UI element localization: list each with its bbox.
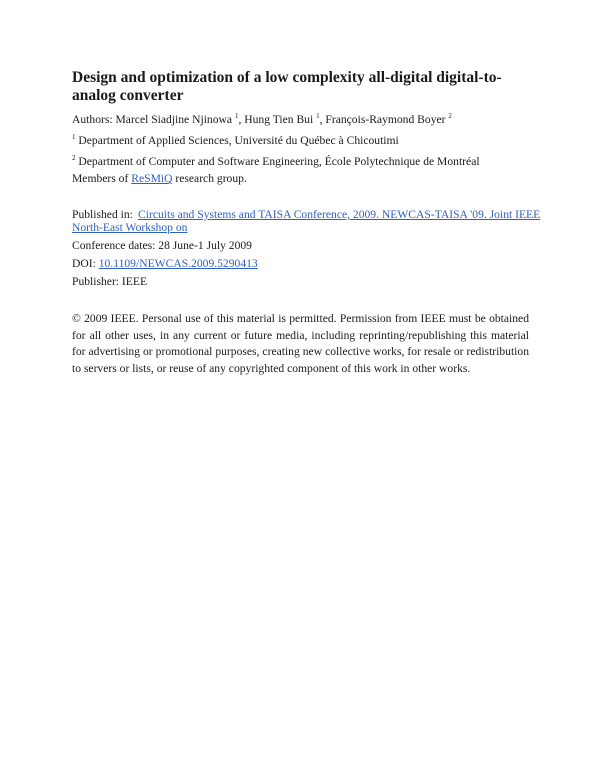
paper-title: Design and optimization of a low complexity all-digital digital-to-analog converter	[72, 69, 502, 104]
doi-line	[72, 257, 258, 271]
copyright-notice: © 2009 IEEE. Personal use of this material is permitted. Permission from IEEE must be obtained for all other uses, in any current or future media, including reprinting/republishing this material for advertising or promotional purposes, creating new collective works, for resale or redistribution to servers or lists, or reuse of any copyrighted component of this work in other works.	[72, 312, 529, 375]
author-separator: ,	[319, 113, 326, 126]
members-prefix: Members of	[72, 172, 132, 185]
doi-label: DOI:	[72, 257, 96, 270]
published-in-label: Published in:	[72, 208, 133, 221]
affiliation-2	[72, 155, 480, 169]
published-in-link[interactable]: Circuits and Systems and TAISA Conference, 2009. NEWCAS-TAISA '09. Joint IEEE North-East Workshop on	[72, 208, 541, 234]
authors-prefix: Authors:	[72, 113, 116, 126]
author-affiliation-mark: 2	[448, 112, 452, 120]
author-separator: ,	[238, 113, 245, 126]
published-in	[72, 208, 542, 234]
author-name: Hung Tien Bui	[244, 113, 314, 126]
members-suffix: research group.	[172, 172, 247, 185]
members-line	[72, 172, 247, 186]
affiliation-mark: 1	[72, 133, 76, 141]
author-affiliation-mark: 1	[316, 112, 320, 120]
affiliation-1	[72, 134, 399, 148]
conference-dates: Conference dates: 28 June-1 July 2009	[72, 239, 252, 252]
authors-line	[72, 113, 452, 127]
author-affiliation-mark: 1	[234, 112, 239, 120]
author-name: François-Raymond Boyer	[325, 113, 446, 126]
author-name: Marcel Siadjine Njinowa	[115, 113, 233, 126]
affiliation-text: Department of Computer and Software Engineering, École Polytechnique de Montréal	[78, 155, 480, 168]
resmiq-link[interactable]: ReSMiQ	[131, 172, 173, 185]
doi-link[interactable]: 10.1109/NEWCAS.2009.5290413	[98, 257, 258, 270]
affiliation-text: Department of Applied Sciences, Université du Québec à Chicoutimi	[78, 134, 399, 147]
affiliation-mark: 2	[72, 154, 76, 162]
publisher: Publisher: IEEE	[72, 275, 148, 288]
